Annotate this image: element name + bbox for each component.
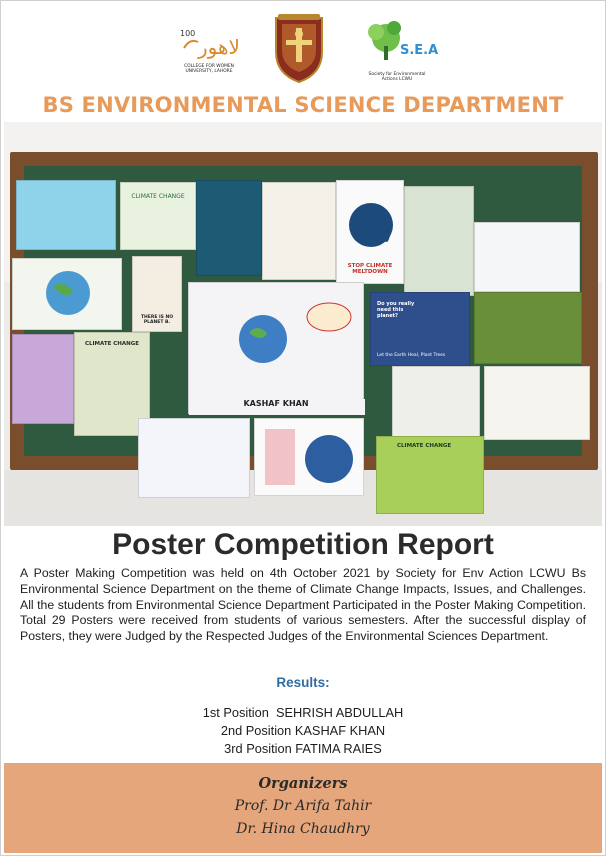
polluted-earth-icon xyxy=(189,283,365,415)
results-heading: Results: xyxy=(276,675,330,690)
cwu-caption: COLLEGE FOR WOMEN UNIVERSITY, LAHORE xyxy=(184,64,234,74)
results-list xyxy=(0,704,606,758)
organizer-1: Prof. Dr Arifa Tahir xyxy=(234,798,372,814)
tree-icon xyxy=(360,18,439,70)
organizers-footer xyxy=(4,763,602,853)
svg-text:S.E.A: S.E.A xyxy=(400,43,439,58)
poster-4 xyxy=(262,182,336,280)
poster-board-photo xyxy=(4,122,602,526)
poster-12-caption: KASHAF KHAN xyxy=(243,399,309,408)
poster-13-text: Do you really need this planet? xyxy=(377,301,415,319)
cwu-logo xyxy=(176,24,242,80)
poster-16 xyxy=(484,366,590,440)
svg-text:لاهور: لاهور xyxy=(198,35,240,59)
poster-18 xyxy=(254,418,364,496)
result-third: 3rd Position FATIMA RAIES xyxy=(224,741,382,756)
poster-10 xyxy=(12,334,74,424)
poster-19-text: CLIMATE CHANGE xyxy=(397,443,452,449)
poster-14 xyxy=(474,292,582,364)
report-title: Poster Competition Report xyxy=(112,528,494,561)
poster-2 xyxy=(120,182,196,250)
poster-6 xyxy=(404,186,474,296)
result-second: 2nd Position KASHAF KHAN xyxy=(220,723,386,738)
sea-logo xyxy=(360,18,439,84)
poster-9-text: THERE IS NO PLANET B. xyxy=(140,315,174,325)
crest-logo xyxy=(272,12,326,84)
poster-12 xyxy=(188,282,364,414)
earth-icon xyxy=(13,259,123,331)
university-crest-icon xyxy=(272,12,326,84)
department-title: BS ENVIRONMENTAL SCIENCE DEPARTMENT xyxy=(42,93,564,117)
poster-13 xyxy=(370,292,470,366)
poster-1 xyxy=(16,180,116,250)
result-first: 1st Position SEHRISH ABDULLAH xyxy=(202,705,404,720)
poster-7 xyxy=(474,222,580,292)
poster-8 xyxy=(12,258,122,330)
cwu-emblem-icon xyxy=(176,24,242,64)
poster-2-text: CLIMATE CHANGE xyxy=(131,193,185,200)
poster-17 xyxy=(138,418,250,498)
poster-19 xyxy=(376,436,484,514)
organizers-heading: Organizers xyxy=(258,775,348,792)
poster-5-text: STOP CLIMATE MELTDOWN xyxy=(347,263,393,275)
svg-text:100: 100 xyxy=(180,29,196,38)
poster-15 xyxy=(392,366,480,438)
poster-5 xyxy=(336,180,404,284)
organizer-2: Dr. Hina Chaudhry xyxy=(236,821,370,837)
report-paragraph: A Poster Making Competition was held on 4th October 2021 by Society for Env Action LCWU Bs Environmental Science Department on the theme of Climate Change Impacts, Issues, and Challenges. All the students from Environmental Science Department Participated in the Poster Making Competition. Total 29 Posters were received from students of various semesters. After the successful display of Posters, they were Judged by the Respected Judges of the Environmental Sciences Department. xyxy=(20,566,586,644)
poster-11-text: CLIMATE CHANGE xyxy=(84,341,140,347)
sea-caption: Society for Environmental Actions LCWU xyxy=(368,72,426,82)
poster-3 xyxy=(196,180,262,276)
poster-9 xyxy=(132,256,182,332)
poster-13-subtext: Let the Earth Heal, Plant Trees xyxy=(377,353,446,358)
globe-icon xyxy=(255,419,365,497)
logo-row xyxy=(0,10,606,88)
